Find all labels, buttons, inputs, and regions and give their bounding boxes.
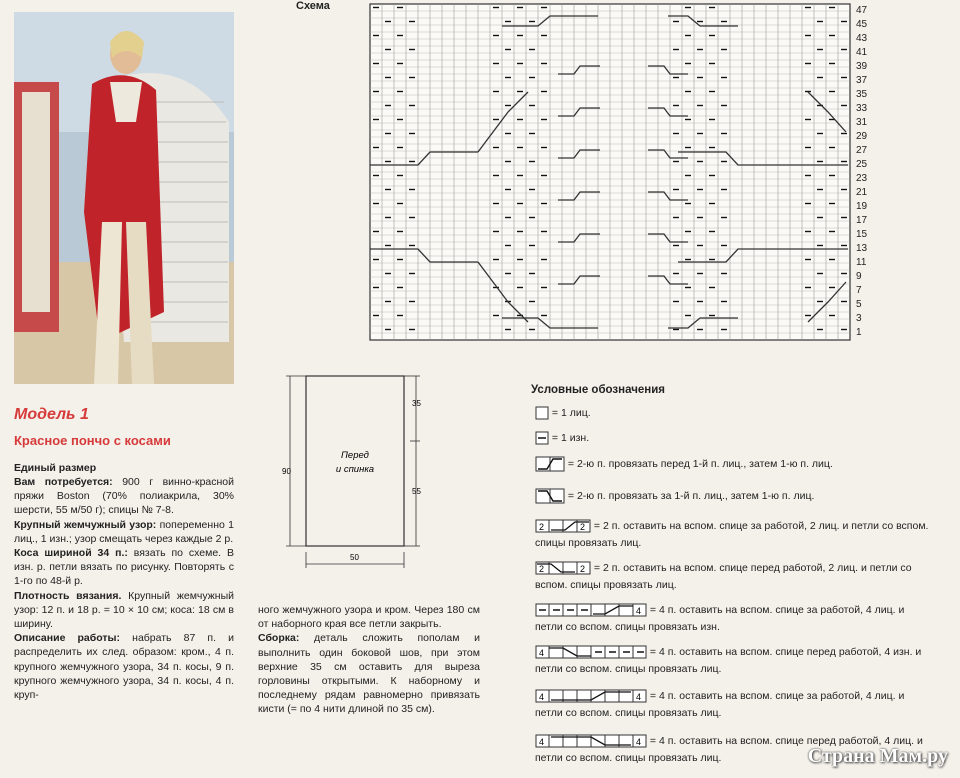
num-label: 4	[636, 692, 642, 703]
num-label: 4	[636, 606, 642, 617]
model-photo	[14, 12, 234, 384]
dim-top: 35	[412, 399, 421, 408]
model-subtitle: Красное пончо с косами	[14, 433, 171, 448]
row-number: 47	[856, 5, 868, 16]
num-label: 4	[636, 737, 642, 748]
materials-text: 900 г винно-красной пряжи Boston (70% полиакрила, 30% шерсти, 55 м/50 г); спицы № 7-8.	[14, 476, 234, 517]
materials-label: Вам потребуется:	[14, 476, 113, 488]
legend-item-c2-back	[535, 518, 935, 552]
legend-text: = 1 лиц.	[551, 406, 591, 419]
row-number: 21	[856, 187, 868, 198]
num-label: 4	[539, 648, 545, 659]
legend-text: = 2 п. оставить на вспом. спице за работой, 2 лиц. и петли со вспом. спицы провязать лиц.	[535, 520, 929, 549]
row-number: 33	[856, 103, 868, 114]
legend-text: = 2 п. оставить на вспом. спице перед работой, 2 лиц. и петли со вспом. спицы провязать лиц.	[535, 562, 912, 591]
num-label: 2	[580, 564, 586, 575]
legend-item-purl	[535, 431, 589, 445]
row-number: 13	[856, 243, 868, 254]
knit-symbol	[535, 406, 549, 420]
pattern-schematic	[280, 368, 460, 578]
num-label: 2	[580, 522, 586, 533]
pearl-label: Крупный жемчужный узор:	[14, 518, 157, 531]
braid-chart	[368, 2, 888, 355]
legend-text: = 4 п. оставить на вспом. спице перед работой, 4 лиц. и петли со вспом. спицы провязать лиц.	[535, 735, 923, 764]
legend-text: = 1 изн.	[551, 431, 590, 444]
braid-label: Коса шириной 34 п.:	[14, 547, 128, 560]
watermark: Страна Мам.ру	[807, 745, 948, 767]
continuation-text: ного жемчужного узора и кром. Через 180 см от наборного края все петли закрыть.	[258, 604, 480, 631]
legend-text: = 4 п. оставить на вспом. спице за работой, 4 лиц. и петли со вспом. спицы провязать изн.	[535, 604, 905, 633]
legend-item-knit	[535, 406, 591, 420]
model-title: Модель 1	[14, 406, 89, 423]
legend-item-c2-front	[535, 560, 935, 594]
legend-item-c4-back-knit	[535, 688, 935, 722]
num-label: 4	[539, 692, 545, 703]
row-number: 29	[856, 131, 868, 142]
description-label: Описание работы:	[14, 632, 121, 645]
row-number: 23	[856, 173, 868, 184]
cable-4-front-knit-symbol	[535, 734, 647, 748]
cable-4-back-purl-symbol	[535, 603, 647, 617]
num-label: 4	[539, 737, 545, 748]
braid-chart-svg	[368, 2, 888, 350]
legend-item-cross-left	[535, 488, 814, 504]
row-number: 43	[856, 33, 868, 44]
schematic-label-1: Перед	[341, 450, 369, 461]
purl-symbol	[535, 431, 549, 445]
dim-height: 90	[282, 467, 291, 476]
row-number: 17	[856, 215, 868, 226]
row-number: 35	[856, 89, 868, 100]
row-number: 37	[856, 75, 868, 86]
row-number: 27	[856, 145, 868, 156]
row-number: 45	[856, 19, 868, 30]
cable-4-back-knit-symbol	[535, 689, 647, 703]
description-text: набрать 87 п. и распределить их след. образом: кром., 4 п. крупного жемчужного узора, 34 п. косы, 9 п. крупного жемчужного узора, 34 п. косы, 4 п. круп-	[14, 632, 235, 702]
assembly-label: Сборка:	[258, 632, 300, 645]
density-label: Плотность вязания.	[14, 589, 122, 602]
cross-right-symbol	[535, 456, 565, 472]
legend-text: = 4 п. оставить на вспом. спице за работой, 4 лиц. и петли со вспом. спицы провязать лиц.	[535, 690, 905, 719]
schematic-label-2: и спинка	[335, 464, 375, 475]
num-label: 2	[539, 564, 545, 575]
size-label: Единый размер	[14, 462, 97, 474]
instructions-column-1	[14, 475, 234, 702]
cross-left-symbol	[535, 488, 565, 504]
legend-title: Условные обозначения	[531, 384, 666, 396]
dim-width: 50	[350, 553, 359, 562]
legend-item-c4-front-purl	[535, 644, 935, 678]
legend-item-cross-right	[535, 456, 833, 472]
cable-2-back-symbol	[535, 519, 591, 533]
row-number: 15	[856, 229, 868, 240]
cable-4-front-purl-symbol	[535, 645, 647, 659]
scheme-title: Схема	[296, 0, 330, 12]
row-number: 11	[856, 257, 867, 268]
legend-text: = 2-ю п. провязать за 1-й п. лиц., затем 1-ю п. лиц.	[567, 489, 815, 502]
row-number: 25	[856, 159, 868, 170]
row-number: 9	[856, 271, 862, 282]
row-number: 1	[856, 327, 862, 338]
row-number: 19	[856, 201, 868, 212]
instructions-column-2	[258, 603, 480, 717]
cable-2-front-symbol	[535, 561, 591, 575]
braid-text: вязать по схеме. В изн. р. петли вязать по рисунку. Повторять с 1-го по 48-й р.	[14, 547, 234, 588]
legend-text: = 2-ю п. провязать перед 1-й п. лиц., затем 1-ю п. лиц.	[567, 457, 833, 470]
row-number: 41	[856, 47, 868, 58]
density-text: Крупный жемчужный узор: 12 п. и 18 р. = 10 × 10 см; коса: 18 см в ширину.	[14, 589, 234, 631]
pearl-text: попеременно 1 лиц., 1 изн.; узор смещать через каждые 2 р.	[14, 518, 234, 545]
num-label: 2	[539, 522, 545, 533]
row-number: 3	[856, 313, 862, 324]
row-number: 5	[856, 299, 862, 310]
legend-item-c4-back-purl	[535, 602, 935, 636]
row-number: 7	[856, 285, 862, 296]
row-number: 39	[856, 61, 868, 72]
dim-bottom: 55	[412, 487, 421, 496]
assembly-text: деталь сложить пополам и выполнить один боковой шов, при этом верхние 35 см оставить для выреза горловины открытыми. К наборному и последнему рядам равномерно привязать кисти (= по 4 нити длиной по 35 см).	[258, 632, 480, 716]
legend-text: = 4 п. оставить на вспом. спице перед работой, 4 изн. и петли со вспом. спицы провязать лиц.	[535, 646, 922, 675]
row-number: 31	[856, 117, 868, 128]
